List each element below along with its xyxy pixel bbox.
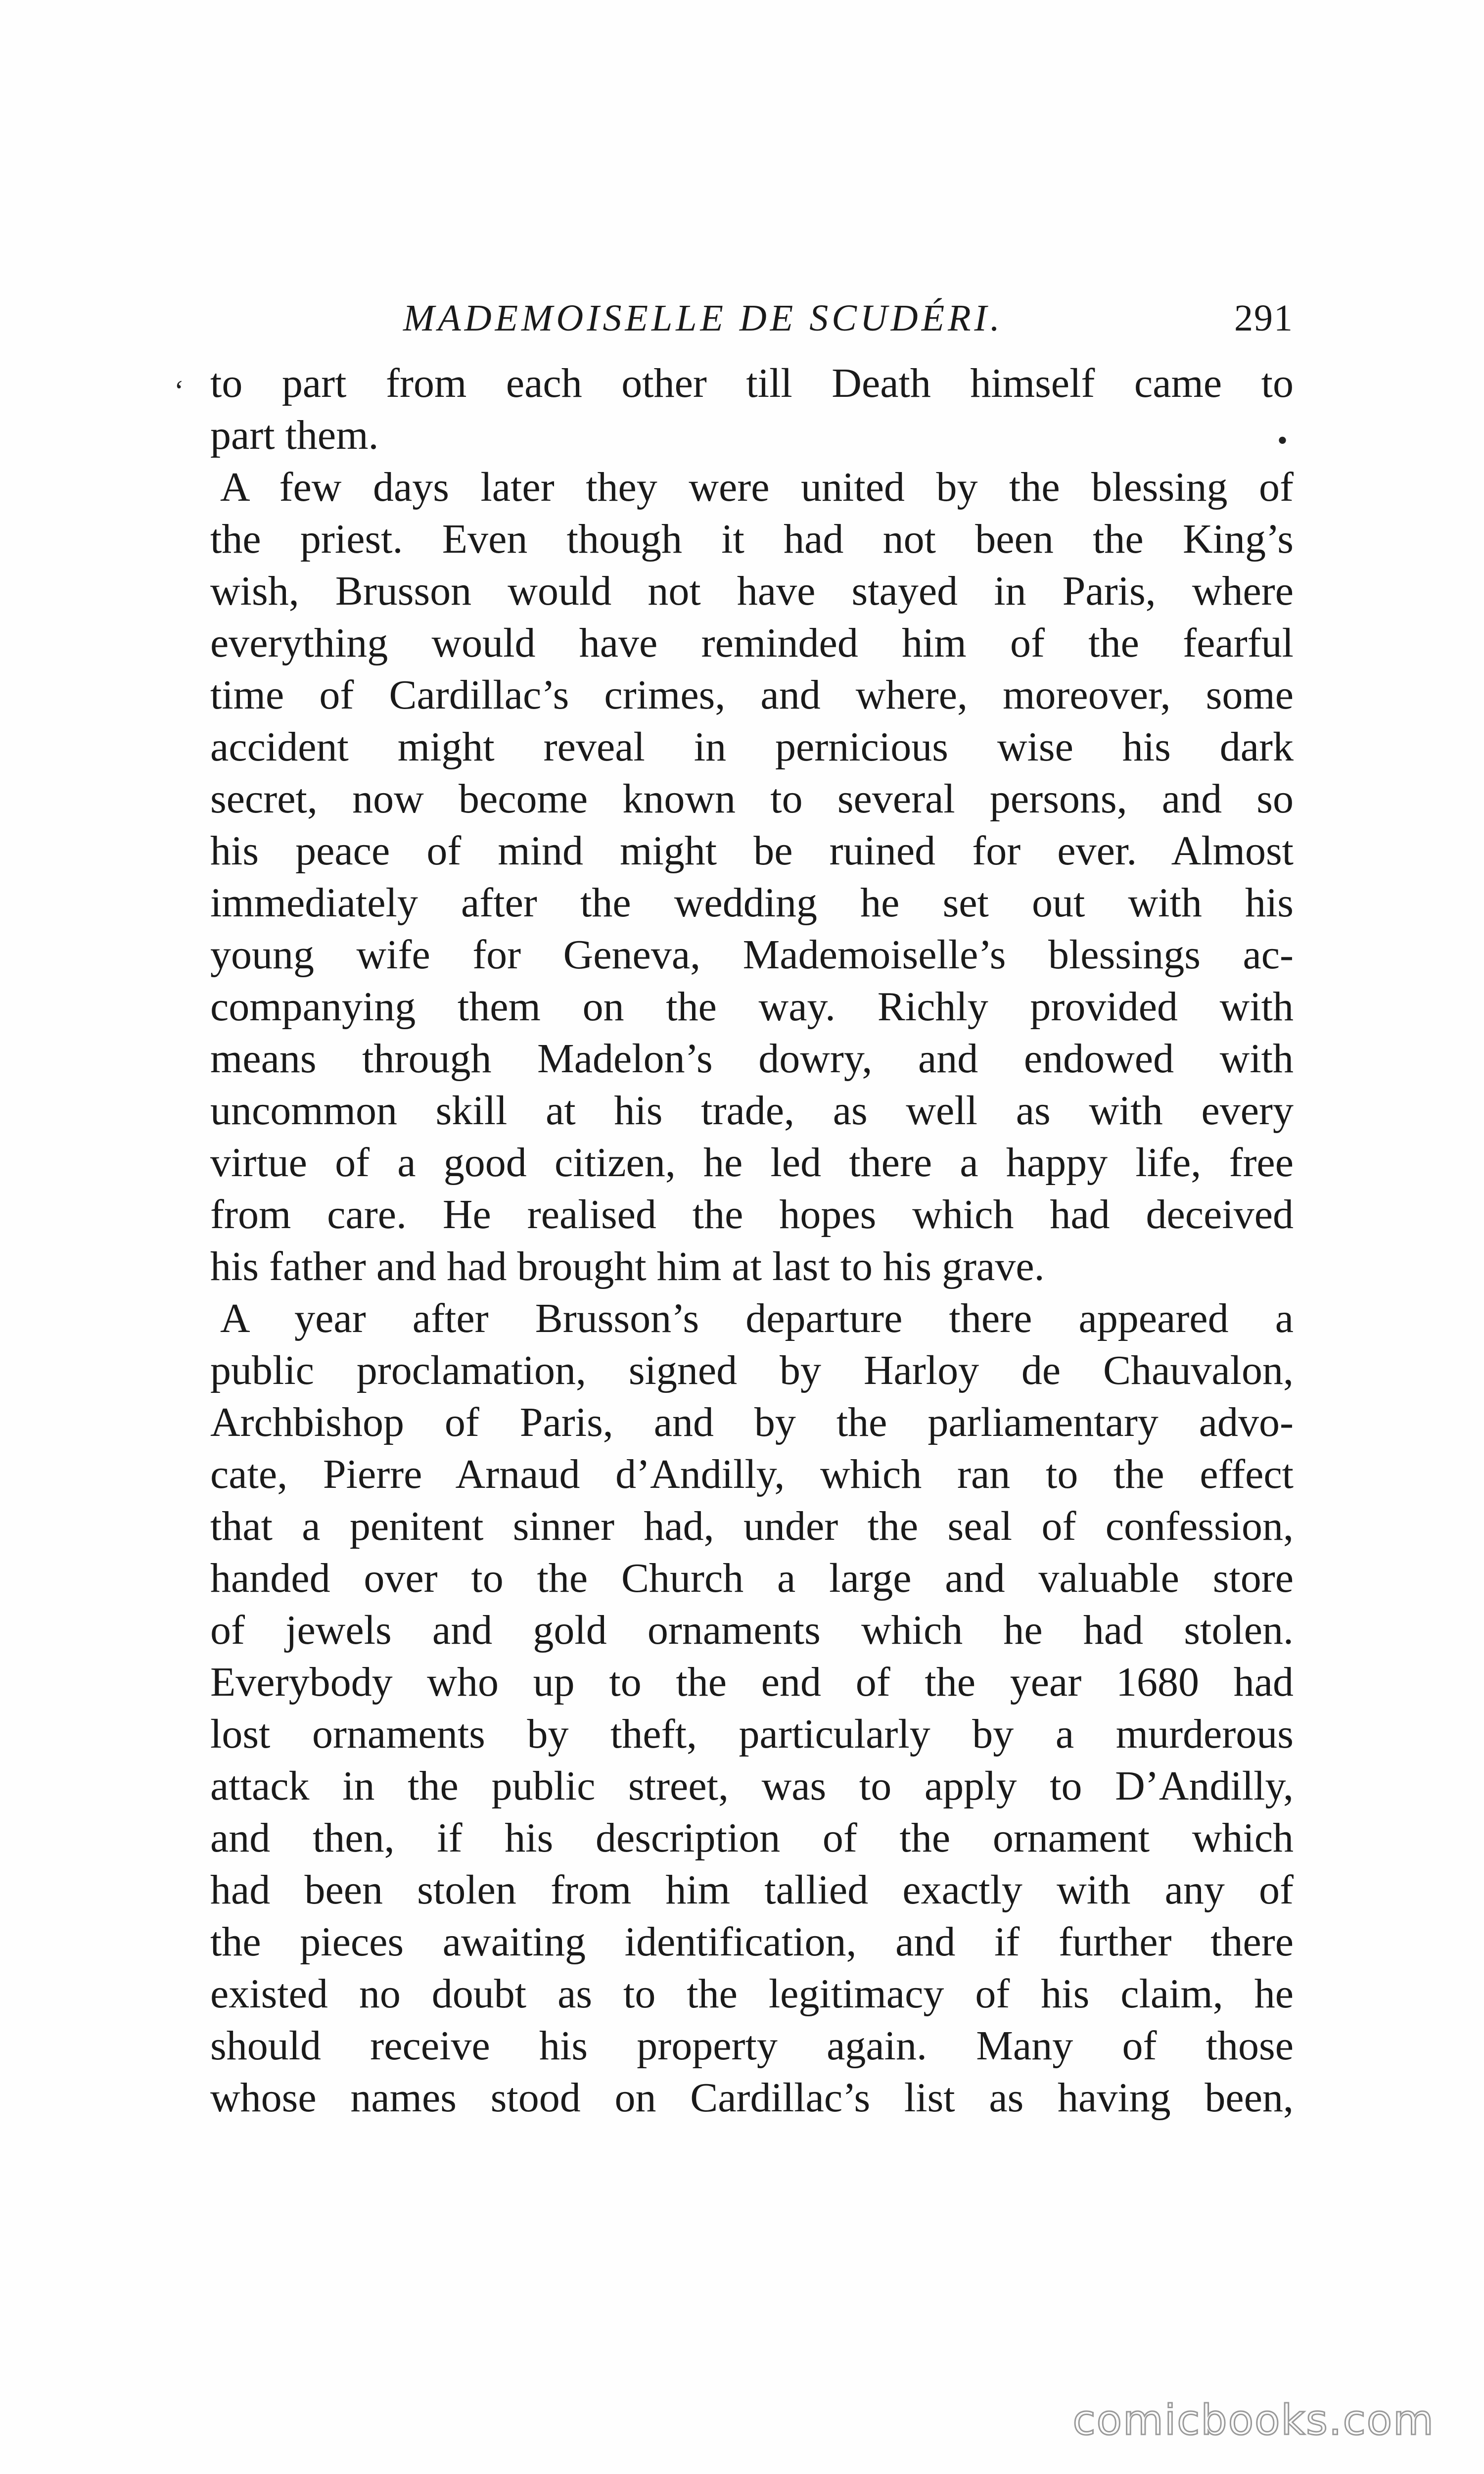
text-line: that a penitent sinner had, under the seal of confession,: [210, 1503, 1294, 1549]
text-line: Everybody who up to the end of the year 1680 had: [210, 1659, 1294, 1705]
body-text: [210, 357, 1294, 2124]
running-title: MADEMOISELLE DE SCUDÉRI.: [403, 297, 1003, 339]
text-line: part them.: [210, 412, 379, 458]
paragraph-start-line: A year after Brusson’s departure there appeared a: [220, 1295, 1294, 1341]
text-line: should receive his property again. Many of those: [210, 2023, 1294, 2069]
text-line: his peace of mind might be ruined for ever. Almost: [210, 828, 1294, 874]
paragraph-start-line: A few days later they were united by the blessing of: [220, 464, 1294, 510]
text-line: immediately after the wedding he set out with his: [210, 880, 1294, 926]
text-line: uncommon skill at his trade, as well as with every: [210, 1088, 1294, 1134]
text-line: from care. He realised the hopes which had deceived: [210, 1191, 1294, 1237]
text-line: everything would have reminded him of the fearful: [210, 620, 1294, 666]
text-line: young wife for Geneva, Mademoiselle’s blessings ac-: [210, 932, 1294, 978]
text-line: whose names stood on Cardillac’s list as having been,: [210, 2075, 1294, 2121]
text-line: companying them on the way. Richly provided with: [210, 984, 1294, 1030]
text-line: public proclamation, signed by Harloy de Chauvalon,: [210, 1347, 1294, 1393]
text-line: attack in the public street, was to apply to D’Andilly,: [210, 1763, 1294, 1809]
text-line: time of Cardillac’s crimes, and where, moreover, some: [210, 672, 1294, 718]
site-watermark: comicbooks.com: [1072, 2396, 1435, 2444]
text-line: of jewels and gold ornaments which he had stolen.: [210, 1607, 1294, 1653]
text-line: to part from each other till Death himself came to: [210, 360, 1294, 406]
text-line: existed no doubt as to the legitimacy of his claim, he: [210, 1971, 1294, 2017]
text-line: Archbishop of Paris, and by the parliamentary advo-: [210, 1399, 1294, 1445]
page-number: 291: [1234, 297, 1294, 339]
text-line: means through Madelon’s dowry, and endowed with: [210, 1036, 1294, 1082]
text-line: cate, Pierre Arnaud d’Andilly, which ran to the effect: [210, 1451, 1294, 1497]
text-line: had been stolen from him tallied exactly with any of: [210, 1867, 1294, 1913]
text-line: the pieces awaiting identification, and if further there: [210, 1919, 1294, 1965]
text-line: secret, now become known to several persons, and so: [210, 776, 1294, 822]
text-line: his father and had brought him at last to his grave.: [210, 1243, 1045, 1289]
stray-print-dot: •: [1277, 424, 1288, 457]
text-line: wish, Brusson would not have stayed in Paris, where: [210, 568, 1294, 614]
text-line: and then, if his description of the ornament which: [210, 1815, 1294, 1861]
text-line: handed over to the Church a large and valuable store: [210, 1555, 1294, 1601]
stray-print-mark: ʻ: [174, 375, 184, 407]
text-line: accident might reveal in pernicious wise his dark: [210, 724, 1294, 770]
text-line: the priest. Even though it had not been the King’s: [210, 516, 1294, 562]
running-head: [210, 291, 1294, 345]
text-line: lost ornaments by theft, particularly by a murderous: [210, 1711, 1294, 1757]
text-line: virtue of a good citizen, he led there a happy life, free: [210, 1140, 1294, 1186]
